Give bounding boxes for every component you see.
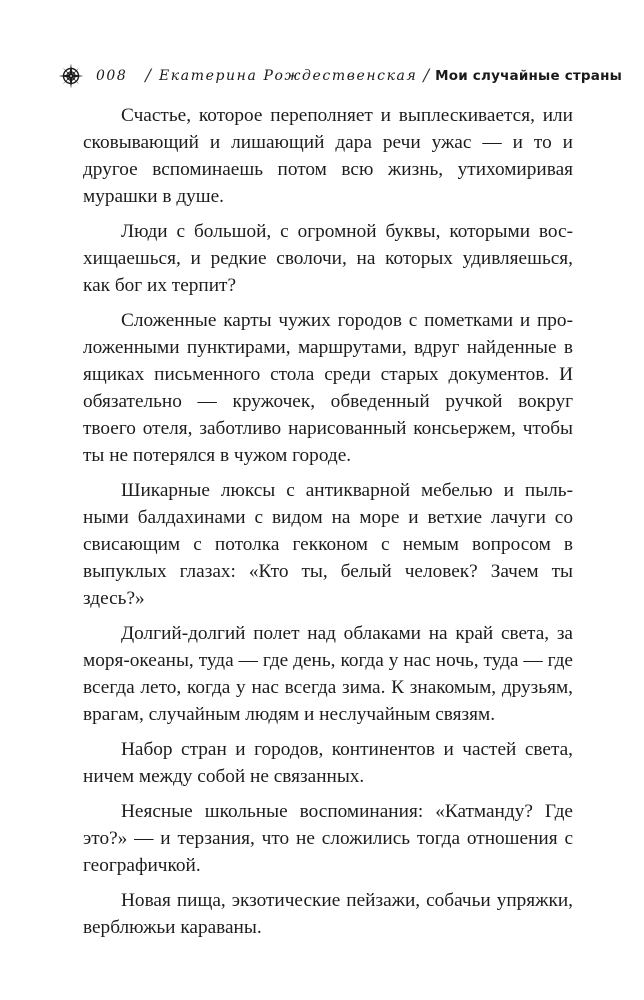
header-separator: /: [423, 66, 430, 86]
paragraph: Сложенные карты чужих городов с пометками и проложенными пунктирами, маршрутами, вдруг найденные в ящиках письменного стола среди старых документов. И обязательно — кружочек, обведенный ручкой вокруг твоего отеля, заботливо нарисованный консьержем, чтобы ты не потерялся в чужом городе.: [83, 310, 573, 466]
running-header: [58, 62, 623, 90]
paragraph: Набор стран и городов, континентов и частей света, ничем между собой не связанных.: [83, 739, 573, 787]
paragraph: Новая пища, экзотические пейзажи, собачьи упряжки, верблюжьи караваны.: [83, 890, 573, 938]
book-title: Мои случайные страны: [435, 68, 623, 84]
paragraph: Счастье, которое переполняет и выплескивается, или сковывающий и лишающий дара речи ужас — и то и другое вспоминаешь потом всю жизнь, утихомиривая мурашки в душе.: [83, 105, 573, 207]
compass-rose-icon: [58, 63, 84, 89]
paragraph: Люди с большой, с огромной буквы, которыми восхищаешься, и редкие сволочи, на которых удивляешься, как бог их терпит?: [83, 221, 573, 296]
body-text: [83, 102, 573, 949]
paragraph: Неясные школьные воспоминания: «Катманду? Где это?» — и терзания, что не сложились тогда отношения с географичкой.: [83, 801, 573, 876]
paragraph: Долгий-долгий полет над облаками на край света, за моря-океаны, туда — где день, когда у нас ночь, туда — где всегда лето, когда у нас всегда зима. К знакомым, друзьям, врагам, случайным людям и неслучайным связям.: [83, 623, 573, 725]
page-number: 008: [96, 68, 128, 84]
header-separator: /: [145, 66, 151, 86]
paragraph: Шикарные люксы с антикварной мебелью и пыльными балдахинами с видом на море и ветхие лачуги со свисающим с потолка гекконом с немым вопросом в выпуклых глазах: «Кто ты, белый человек? Зачем ты здесь?»: [83, 480, 573, 609]
author-name: Екатерина Рождественская: [158, 68, 418, 84]
